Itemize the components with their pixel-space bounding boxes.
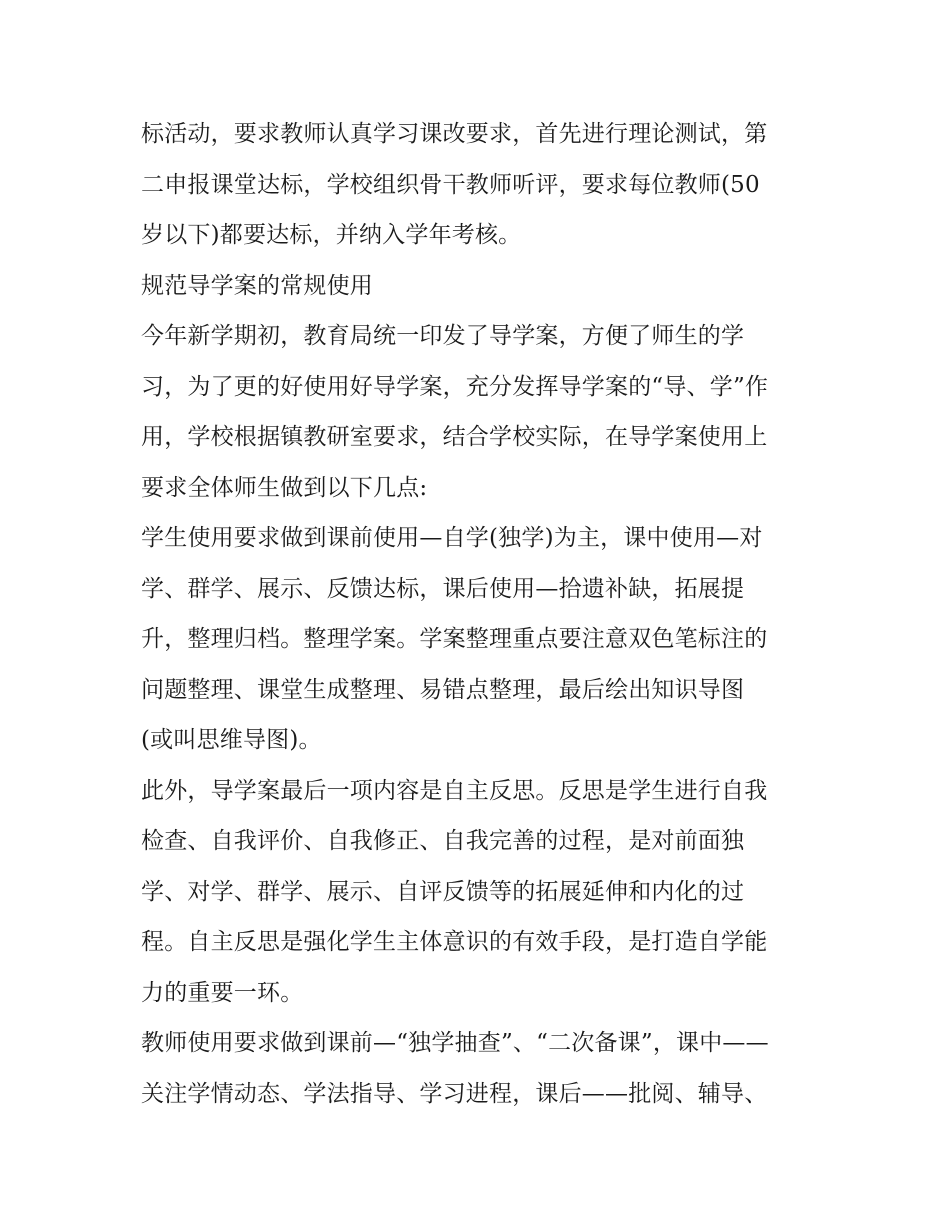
text-line: 此外，导学案最后一项内容是自主反思。反思是学生进行自我 [141, 777, 768, 804]
text-line: 学、对学、群学、展示、自评反馈等的拓展延伸和内化的过 [141, 878, 745, 905]
text-line: 程。自主反思是强化学生主体意识的有效手段，是打造自学能 [141, 929, 768, 955]
text-line: 教师使用要求做到课前—“独学抽查”、“二次备课”，课中—— [141, 1030, 769, 1056]
text-line: 岁以下)都要达标，并纳入学年考核。 [141, 222, 522, 248]
text-line: 要求全体师生做到以下几点: [141, 474, 428, 501]
text-line: 习，为了更的好使用好导学案，充分发挥导学案的“导、学”作 [141, 373, 769, 400]
text-line: 关注学情动态、学法指导、学习进程，课后——批阅、辅导、 [141, 1080, 768, 1107]
text-line: 学生使用要求做到课前使用—自学(独学)为主，课中使用—对 [141, 525, 763, 551]
text-line: 用，学校根据镇教研室要求，结合学校实际，在导学案使用上 [141, 424, 768, 450]
text-line: 标活动，要求教师认真学习课改要求，首先进行理论测试，第 [141, 121, 768, 147]
text-line: (或叫思维导图)。 [141, 727, 322, 753]
section-heading: 规范导学案的常规使用 [141, 272, 373, 299]
text-line: 二申报课堂达标，学校组织骨干教师听评，要求每位教师(50 [141, 171, 760, 198]
text-line: 检查、自我评价、自我修正、自我完善的过程，是对前面独 [141, 828, 745, 854]
text-line: 问题整理、课堂生成整理、易错点整理，最后绘出知识导图 [141, 676, 745, 703]
document-body [141, 109, 821, 1119]
text-line: 学、群学、展示、反馈达标，课后使用—拾遗补缺，拓展提 [141, 575, 745, 602]
text-line: 力的重要一环。 [141, 979, 304, 1006]
text-line: 今年新学期初，教育局统一印发了导学案，方便了师生的学 [141, 323, 745, 349]
text-line: 升，整理归档。整理学案。学案整理重点要注意双色笔标注的 [141, 626, 768, 652]
